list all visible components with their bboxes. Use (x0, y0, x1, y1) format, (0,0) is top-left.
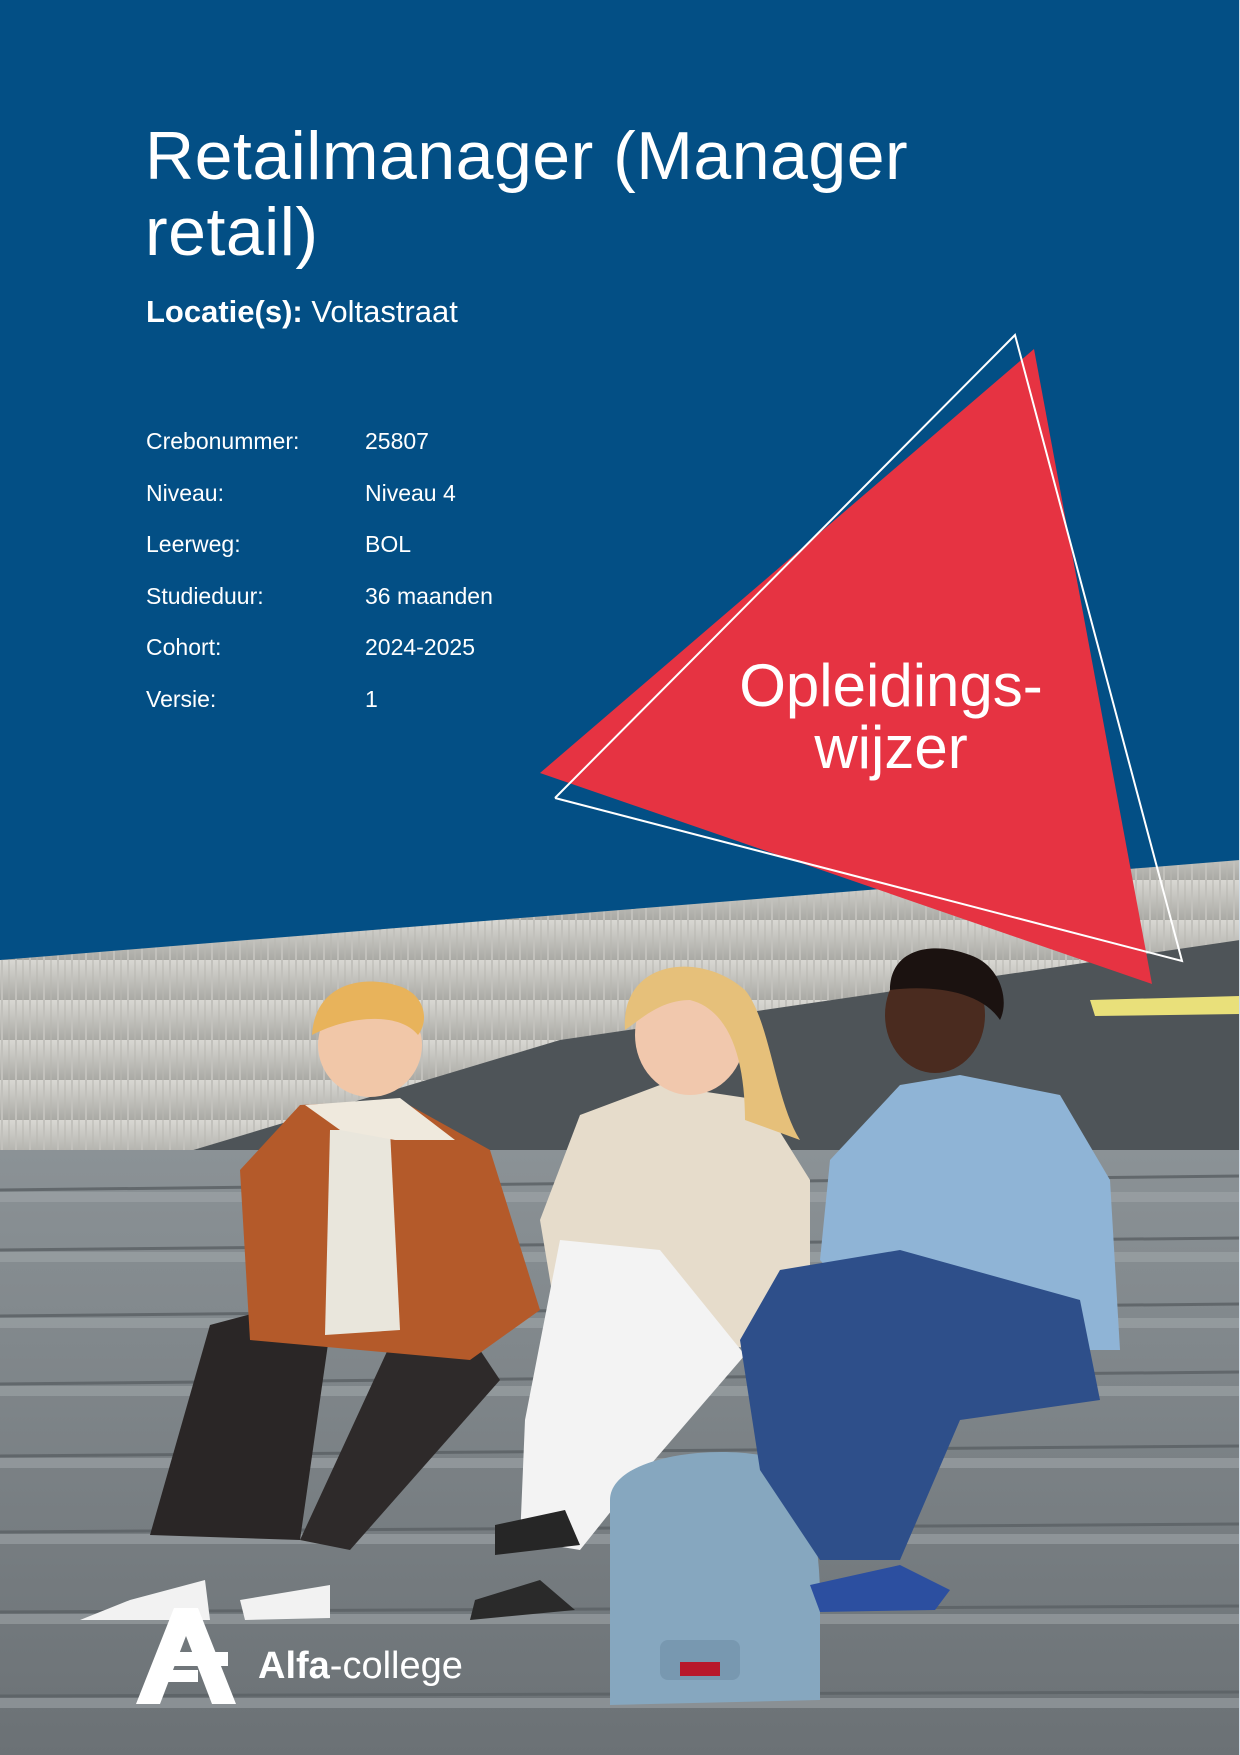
fact-label: Versie: (146, 685, 217, 712)
fact-value: 2024-2025 (365, 634, 475, 660)
fact-value: BOL (365, 531, 412, 557)
wordmark-line-2: wijzer (814, 714, 968, 781)
fact-value: Niveau 4 (365, 479, 456, 506)
location-line (146, 292, 458, 332)
alfa-college-logo-icon (136, 1608, 236, 1704)
document-title: Retailmanager (Manager retail) (145, 118, 909, 270)
logo-brand-bold: Alfa (258, 1645, 330, 1687)
fact-label: Studieduur: (146, 582, 264, 609)
fact-value: 36 maanden (365, 582, 493, 609)
alfa-college-logo-text (258, 1644, 463, 1688)
location-value: Voltastraat (311, 294, 458, 329)
fact-label: Niveau: (146, 479, 224, 506)
wordmark-line-1: Opleidings- (739, 652, 1043, 719)
location-label: Locatie(s): (146, 294, 303, 329)
logo-brand-rest: -college (329, 1645, 463, 1687)
fact-label: Crebonummer: (146, 428, 300, 454)
fact-value: 25807 (365, 428, 429, 454)
fact-value: 1 (365, 685, 378, 712)
fact-label: Leerweg: (146, 531, 241, 557)
fact-label: Cohort: (146, 634, 222, 660)
opleidingswijzer-wordmark (721, 652, 1061, 781)
